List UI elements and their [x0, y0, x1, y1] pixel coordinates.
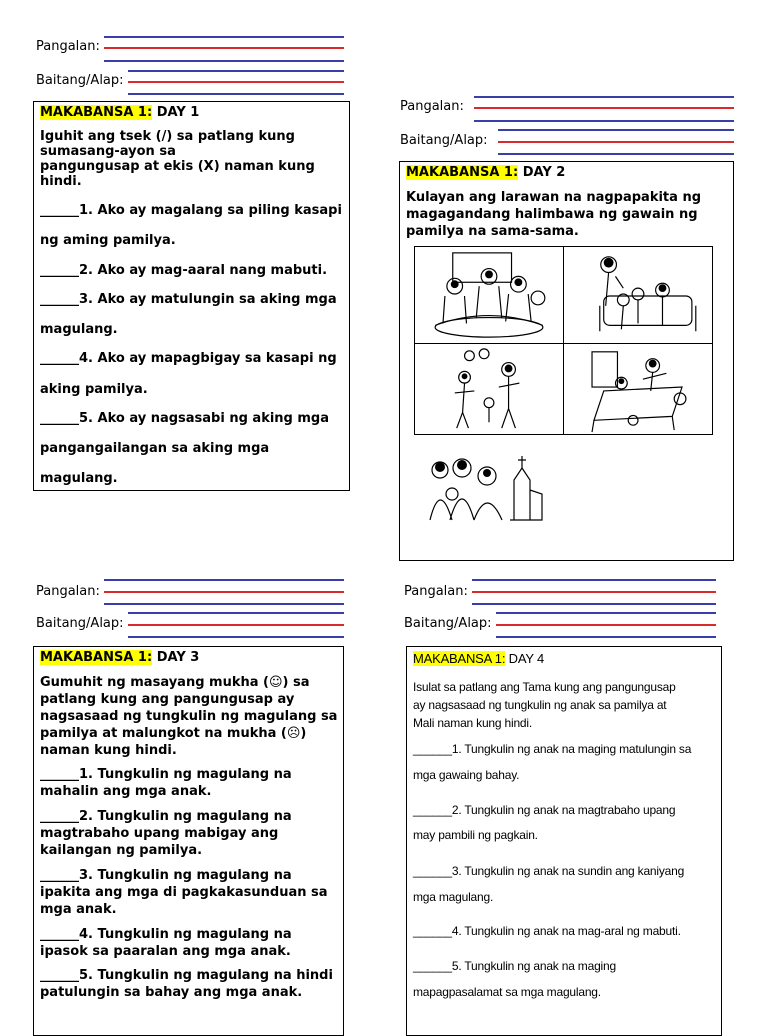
grade-label: Baitang/Alap:: [400, 133, 488, 148]
family-at-table-icon: [563, 343, 713, 435]
list-item: ______5. Tungkulin ng anak na maging: [413, 959, 616, 973]
family-eating-icon: [414, 246, 564, 344]
name-line[interactable]: [474, 107, 734, 109]
subject-label: MAKABANSA 1:: [40, 650, 153, 665]
worksheet-day4: [406, 646, 722, 1036]
card-title: [40, 105, 199, 120]
rule-blue: [496, 612, 716, 614]
list-item: ______3. Ako ay matulungin sa aking mga: [40, 292, 337, 307]
subject-label: MAKABANSA 1:: [40, 105, 153, 120]
grade-label: Baitang/Alap:: [404, 616, 492, 631]
list-item: ______2. Tungkulin ng magulang na magtrabaho upang mabigay ang kailangan ng pamilya.: [40, 809, 292, 858]
list-item-cont: aking pamilya.: [40, 382, 148, 397]
name-line[interactable]: [472, 591, 716, 593]
name-label: Pangalan:: [36, 584, 100, 599]
rule-blue: [474, 96, 734, 98]
family-playing-icon: [414, 343, 564, 435]
rule-blue: [496, 636, 716, 638]
rule-blue: [104, 60, 344, 62]
list-item: ______1. Tungkulin ng anak na maging matulungin sa: [413, 742, 692, 756]
name-label: Pangalan:: [36, 39, 100, 54]
list-item: ______1. Ako ay magalang sa piling kasapi: [40, 203, 342, 218]
name-label: Pangalan:: [400, 99, 464, 114]
rule-blue: [474, 120, 734, 122]
family-at-church-icon: [422, 450, 544, 522]
day-label: DAY 1: [152, 105, 200, 120]
list-item-cont: magulang.: [40, 322, 118, 337]
list-item: ______5. Tungkulin ng magulang na hindi patulungin sa bahay ang mga anak.: [40, 968, 333, 1000]
instructions: Kulayan ang larawan na nagpapakita ng magagandang halimbawa ng gawain ng pamilya na sama-sama.: [406, 190, 702, 239]
day-label: DAY 3: [152, 650, 200, 665]
day-label: DAY 2: [518, 165, 566, 180]
rule-blue: [128, 70, 344, 72]
name-line[interactable]: [104, 47, 344, 49]
instructions: Isulat sa patlang ang Tama kung ang pangungusap ay nagsasaad ng tungkulin ng anak sa pamilya at Mali naman kung hindi.: [413, 680, 676, 730]
rule-blue: [128, 636, 344, 638]
instructions: Iguhit ang tsek (/) sa patlang kung sumasang-ayon sa pangungusap at ekis (X) naman kung hindi.: [40, 129, 315, 189]
worksheet-day1: [33, 101, 350, 491]
family-on-sofa-icon: [563, 246, 713, 344]
rule-blue: [128, 93, 344, 95]
list-item: ______1. Tungkulin ng magulang na mahalin ang mga anak.: [40, 767, 292, 799]
rule-blue: [104, 579, 344, 581]
rule-blue: [104, 603, 344, 605]
list-item: ______4. Tungkulin ng magulang na ipasok sa paaralan ang mga anak.: [40, 927, 292, 959]
list-item: ______5. Ako ay nagsasabi ng aking mga: [40, 411, 330, 426]
list-item-cont: mga magulang.: [413, 890, 494, 904]
name-line[interactable]: [104, 591, 344, 593]
list-item: ______4. Tungkulin ng anak na mag-aral ng mabuti.: [413, 924, 681, 938]
name-label: Pangalan:: [404, 584, 468, 599]
rule-blue: [128, 612, 344, 614]
subject-label: MAKABANSA 1:: [406, 165, 519, 180]
card-title: [406, 165, 565, 180]
list-item-cont: ng aming pamilya.: [40, 233, 176, 248]
list-item-cont: pangangailangan sa aking mga: [40, 441, 270, 456]
instructions: Gumuhit ng masayang mukha (☺) sa patlang kung ang pangungusap ay nagsasaad ng tungkulin ng magulang sa pamilya at malungkot na mukha (☹) naman kung hindi.: [40, 675, 338, 758]
grade-line[interactable]: [128, 81, 344, 83]
rule-blue: [472, 579, 716, 581]
day-label: DAY 4: [505, 651, 545, 666]
subject-label: MAKABANSA 1:: [413, 651, 506, 666]
grade-label: Baitang/Alap:: [36, 73, 124, 88]
rule-blue: [498, 153, 734, 155]
worksheet-day3: [33, 646, 344, 1036]
grade-line[interactable]: [496, 624, 716, 626]
list-item-cont: mapagpasalamat sa mga magulang.: [413, 985, 601, 999]
list-item-cont: mga gawaing bahay.: [413, 768, 520, 782]
rule-blue: [498, 129, 734, 131]
list-item: ______3. Tungkulin ng anak na sundin ang kaniyang: [413, 864, 685, 878]
grade-label: Baitang/Alap:: [36, 616, 124, 631]
rule-blue: [472, 603, 716, 605]
grade-line[interactable]: [498, 141, 734, 143]
list-item: ______2. Ako ay mag-aaral nang mabuti.: [40, 263, 328, 278]
list-item: ______4. Ako ay mapagbigay sa kasapi ng: [40, 351, 337, 366]
card-title: [413, 651, 544, 666]
grade-line[interactable]: [128, 624, 344, 626]
worksheet-day2: [399, 161, 734, 561]
list-item: ______2. Tungkulin ng anak na magtrabaho upang: [413, 803, 676, 817]
list-item-cont: magulang.: [40, 471, 118, 486]
list-item: ______3. Tungkulin ng magulang na ipakita ang mga di pagkakasunduan sa mga anak.: [40, 868, 328, 917]
card-title: [40, 650, 199, 665]
rule-blue: [104, 36, 344, 38]
list-item-cont: may pambili ng pagkain.: [413, 828, 538, 842]
